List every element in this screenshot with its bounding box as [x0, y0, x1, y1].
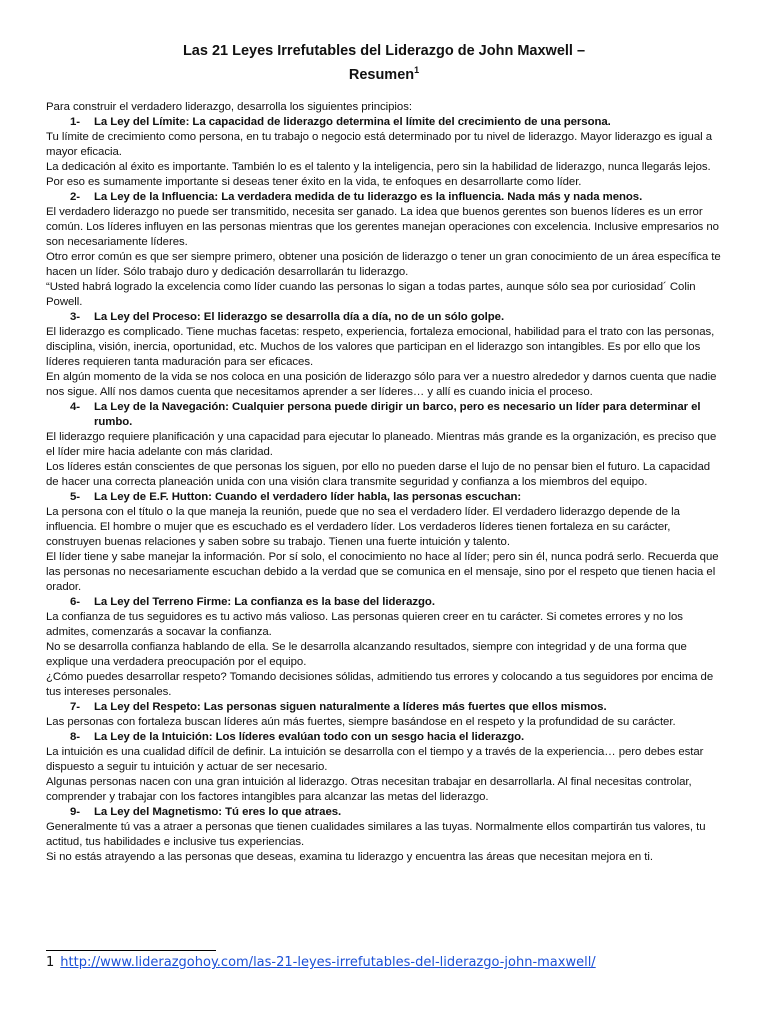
body-paragraph: La confianza de tus seguidores es tu activo más valioso. Las personas quieren creer en tu carácter. Si cometes errores y no los admites, comenzarás a socavar la confianza.	[46, 610, 683, 638]
body-paragraph: Algunas personas nacen con una gran intuición al liderazgo. Otras necesitan trabajar en desarrollarla. Al final necesitas controlar, comprender y trabajar con los factores intangibles para alcanzar las metas del liderazgo.	[46, 775, 692, 803]
law-number: 7-	[70, 700, 81, 713]
title-line-1: Las 21 Leyes Irrefutables del Liderazgo de John Maxwell –	[182, 43, 586, 59]
law-heading	[46, 595, 722, 610]
law-number: 5-	[70, 490, 81, 503]
body-paragraph: Generalmente tú vas a atraer a personas que tienen cualidades similares a las tuyas. Normalmente ellos compartirán tus valores, tu actitud, tus habilidades e inclusive tus experiencias.	[46, 820, 706, 848]
body-paragraph: Las personas con fortaleza buscan líderes aún más fuertes, siempre basándose en el respeto y la profundidad de su carácter.	[46, 715, 676, 728]
body-paragraph: El líder tiene y sabe manejar la información. Por sí solo, el conocimiento no hace al líder; pero sin él, nunca podrá serlo. Recuerda que las personas no necesariamente escuchan debido a la verdad que se comunica en el mensaje, sino por el respeto que tienen hacia el orador.	[46, 550, 719, 593]
body-paragraph: La intuición es una cualidad difícil de definir. La intuición se desarrolla con el tiempo y a través de la experiencia… pero debes estar dispuesto a seguir tu intuición y actuar de ser necesario.	[46, 745, 704, 773]
body-paragraph: El verdadero liderazgo no puede ser transmitido, necesita ser ganado. La idea que buenos gerentes son buenos líderes es un error común. Los líderes influyen en las personas mientras que los gerentes manejan operaciones con excelencia. Inclusive empresarios no son necesariamente líderes.	[46, 205, 719, 248]
footnote-number: 1	[46, 955, 55, 970]
body-paragraph: ¿Cómo puedes desarrollar respeto? Tomando decisiones sólidas, admitiendo tus errores y colocando a tus seguidores por encima de tus intereses personales.	[46, 670, 714, 698]
law-heading	[46, 805, 722, 820]
law-title: La Ley de la Influencia: La verdadera medida de tu liderazgo es la influencia. Nada más y nada menos.	[94, 190, 643, 203]
document-body	[46, 100, 722, 865]
title-footnote-mark: 1	[414, 65, 420, 75]
document-title	[46, 42, 722, 85]
footnote	[46, 954, 596, 972]
law-title: La Ley del Límite: La capacidad de liderazgo determina el límite del crecimiento de una persona.	[94, 115, 611, 128]
body-paragraph: No se desarrolla confianza hablando de ella. Se le desarrolla alcanzando resultados, siempre con integridad y de una forma que explique una verdadera preocupación por el equipo.	[46, 640, 687, 668]
footnote-link[interactable]: http://www.liderazgohoy.com/las-21-leyes-irrefutables-del-liderazgo-john-maxwell/	[60, 955, 596, 970]
law-title: La Ley de la Navegación: Cualquier persona puede dirigir un barco, pero es necesario un líder para determinar el rumbo.	[94, 400, 701, 428]
body-paragraph: Para construir el verdadero liderazgo, desarrolla los siguientes principios:	[46, 100, 412, 113]
law-number: 9-	[70, 805, 81, 818]
body-paragraph: La persona con el título o la que maneja la reunión, puede que no sea el verdadero líder. El verdadero liderazgo depende de la influencia. El hombre o mujer que es escuchado es el verdadero líder. Los verdaderos líderes tienen fortaleza en su carácter, construyen buenas relaciones y saben sobre su trabajo. Tienen una fuerte intuición y talento.	[46, 505, 680, 548]
document-page	[46, 42, 722, 865]
law-heading	[46, 115, 722, 130]
law-title: La Ley del Terreno Firme: La confianza es la base del liderazgo.	[94, 595, 435, 608]
body-paragraph: Si no estás atrayendo a las personas que deseas, examina tu liderazgo y encuentra las áreas que necesitan mejora en ti.	[46, 850, 653, 863]
law-number: 6-	[70, 595, 81, 608]
law-number: 8-	[70, 730, 81, 743]
law-heading	[46, 310, 722, 325]
body-paragraph: El liderazgo es complicado. Tiene muchas facetas: respeto, experiencia, fortaleza emocional, habilidad para el trato con las personas, disciplina, visión, inercia, oportunidad, etc. Muchos de los valores que participan en el liderazgo son intangibles. Es por ello que los líderes requieren tanta maduración para ser eficaces.	[46, 325, 715, 368]
law-number: 4-	[70, 400, 81, 413]
body-paragraph: Otro error común es que ser siempre primero, obtener una posición de liderazgo o tener un gran conocimiento de un área específica te hacen un líder. Sólo trabajo duro y dedicación desarrollarán tu liderazgo.	[46, 250, 721, 278]
body-paragraph: Los líderes están conscientes de que personas los siguen, por ello no pueden darse el lujo de no pensar bien el futuro. La capacidad de hacer una correcta planeación unida con una visión clara transmite seguridad y confianza a los miembros del equipo.	[46, 460, 711, 488]
law-number: 1-	[70, 115, 81, 128]
law-heading	[46, 490, 722, 505]
body-paragraph: Tu límite de crecimiento como persona, en tu trabajo o negocio está determinado por tu nivel de liderazgo. Mayor liderazgo es igual a mayor eficacia.	[46, 130, 712, 158]
body-paragraph: “Usted habrá logrado la excelencia como líder cuando las personas lo sigan a todas partes, aunque sólo sea por curiosidad´ Colin Powell.	[46, 280, 696, 308]
title-line-2: Resumen	[348, 66, 415, 83]
law-heading	[46, 400, 722, 430]
law-title: La Ley del Magnetismo: Tú eres lo que atraes.	[94, 805, 342, 818]
body-paragraph: Por eso es sumamente importante si deseas tener éxito en la vida, te enfoques en desarrollarte como líder.	[46, 175, 582, 188]
law-heading	[46, 700, 722, 715]
body-paragraph: La dedicación al éxito es importante. También lo es el talento y la inteligencia, pero sin la habilidad de liderazgo, nunca llegarás lejos.	[46, 160, 711, 173]
body-paragraph: En algún momento de la vida se nos coloca en una posición de liderazgo sólo para ver a nuestro alrededor y darnos cuenta que nadie nos sigue. Allí nos damos cuenta que necesitamos aprender a ser líderes… y allí es cuando inicia el proceso.	[46, 370, 717, 398]
law-number: 2-	[70, 190, 81, 203]
law-title: La Ley de la Intuición: Los líderes evalúan todo con un sesgo hacia el liderazgo.	[94, 730, 525, 743]
law-title: La Ley del Proceso: El liderazgo se desarrolla día a día, no de un sólo golpe.	[94, 310, 505, 323]
law-heading	[46, 190, 722, 205]
footnote-separator	[46, 950, 216, 951]
law-title: La Ley del Respeto: Las personas siguen naturalmente a líderes más fuertes que ellos mismos.	[94, 700, 607, 713]
law-title: La Ley de E.F. Hutton: Cuando el verdadero líder habla, las personas escuchan:	[94, 490, 522, 503]
law-number: 3-	[70, 310, 81, 323]
body-paragraph: El liderazgo requiere planificación y una capacidad para ejecutar lo planeado. Mientras más grande es la organización, es preciso que el líder mire hacia adelante con más claridad.	[46, 430, 717, 458]
law-heading	[46, 730, 722, 745]
